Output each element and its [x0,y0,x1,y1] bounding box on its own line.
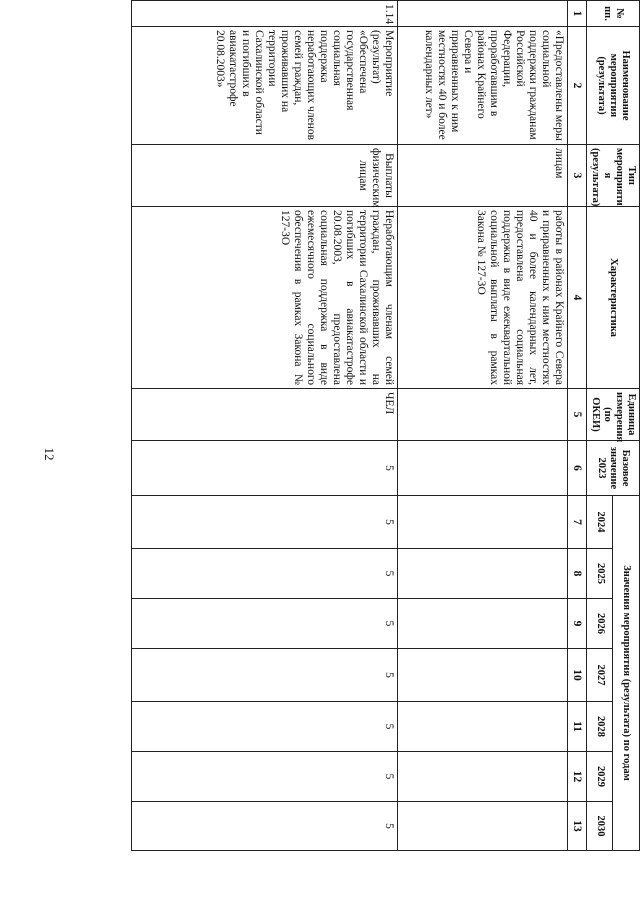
row-value-2025: 5 [132,549,398,599]
column-index: 5 [568,389,587,441]
column-index: 2 [568,27,587,145]
column-index: 8 [568,549,587,599]
table-row [132,1,398,851]
column-index: 1 [568,1,587,27]
row-base-value: 5 [132,441,398,496]
row-value-2029: 5 [132,752,398,802]
header-base-value: Базовое значение 2023 [587,441,640,496]
row-characteristic: работы в районах Крайнего Севера и приравненных к ним местностях 40 и более календарных лет, предоставлена социальная поддержка в виде ежеквартальной социальной выплаты в рамках Закона № 127-ЗО [398,207,568,389]
column-index: 12 [568,752,587,802]
header-year-2029: 2029 [587,752,614,802]
row-value-2030 [398,802,568,851]
column-index: 7 [568,496,587,549]
row-value-2024: 5 [132,496,398,549]
row-type: лицам [398,145,568,207]
header-type: Тип мероприяти я (результата) [587,145,640,207]
header-year-2026: 2026 [587,599,614,649]
row-characteristic: Неработающим членам семей граждан, проживавших на территории Сахалинской области и погибших в авиакатастрофе 20.08.2003, предоставлена социальная поддержка в виде ежемесячного социального обеспечения в рамках Закона № 127-ЗО [132,207,398,389]
row-value-2025 [398,549,568,599]
column-index: 4 [568,207,587,389]
row-name: Мероприятие (результат) «Обеспечена государственная социальная поддержка неработающих членов семей граждан, проживавших на территории Сахалинской области и погибших в авиакатастрофе 20.08.2003» [132,27,398,145]
row-value-2027 [398,649,568,702]
row-num [398,1,568,27]
header-name: Наименование мероприятия (результата) [587,27,640,145]
row-value-2026: 5 [132,599,398,649]
header-characteristic: Характеристика [587,207,640,389]
column-index: 13 [568,802,587,851]
header-num: № пп. [587,1,640,27]
indicators-table [131,0,640,851]
column-index: 3 [568,145,587,207]
header-year-2024: 2024 [587,496,614,549]
column-index: 9 [568,599,587,649]
row-value-2028 [398,702,568,752]
row-base-value [398,441,568,496]
row-value-2027: 5 [132,649,398,702]
header-year-2025: 2025 [587,549,614,599]
header-year-2030: 2030 [587,802,614,851]
header-year-2027: 2027 [587,649,614,702]
column-index-row [568,1,587,851]
row-type: Выплаты физическим лицам [132,145,398,207]
column-index: 10 [568,649,587,702]
row-unit [398,389,568,441]
page-number: 12 [42,447,57,461]
header-year-2028: 2028 [587,702,614,752]
header-values-by-year: Значения мероприятия (результата) по годам [613,496,640,851]
column-index: 11 [568,702,587,752]
row-value-2029 [398,752,568,802]
row-value-2026 [398,599,568,649]
row-value-2024 [398,496,568,549]
row-num: 1.14 [132,1,398,27]
table-row [398,1,568,851]
row-value-2028: 5 [132,702,398,752]
column-index: 6 [568,441,587,496]
header-unit: Единица измерения (по ОКЕИ) [587,389,640,441]
row-unit: ЧЕЛ [132,389,398,441]
row-value-2030: 5 [132,802,398,851]
row-name: «Предоставлены меры социальной поддержки гражданам Российской Федерации, проработавшим в районах Крайнего Севера и приравненных к ним местностях 40 и более календарных лет» [398,27,568,145]
